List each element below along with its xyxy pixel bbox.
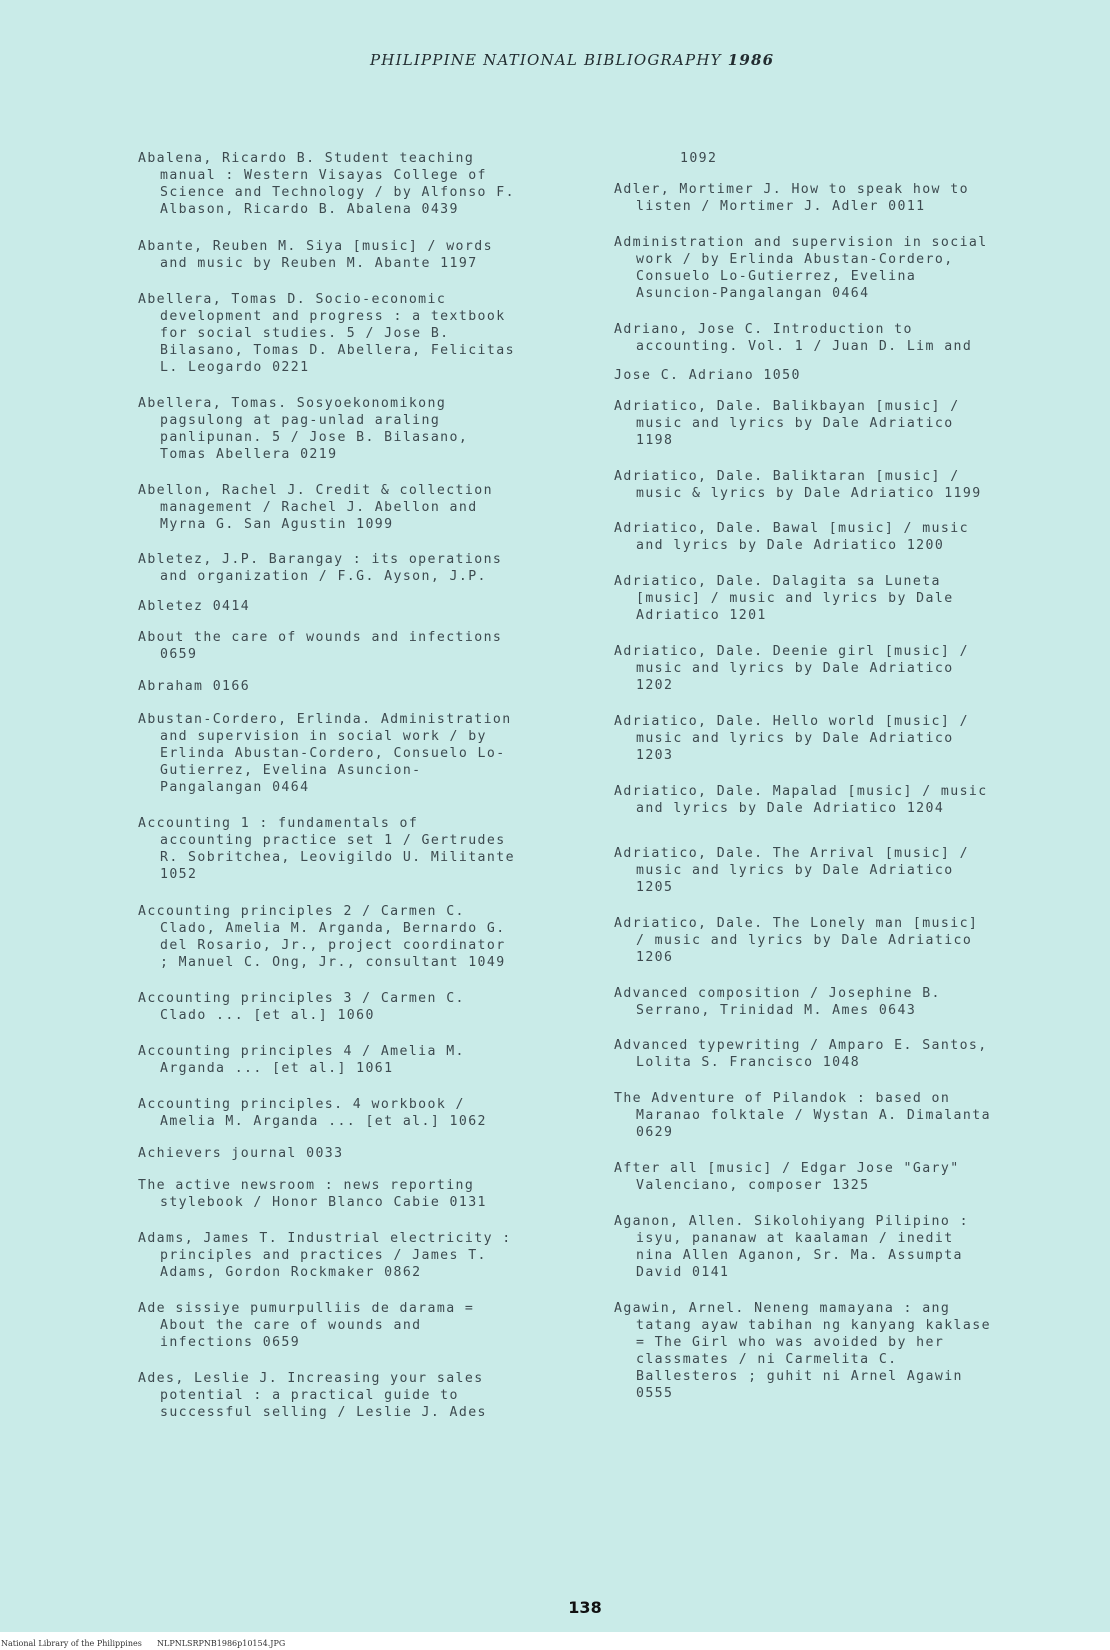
bib-entry: Adriatico, Dale. The Lonely man [music] / music and lyrics by Dale Adriatico 1206 bbox=[614, 916, 979, 965]
bib-entry: Abellon, Rachel J. Credit & collection management / Rachel J. Abellon and Myrna G. San Agustin 1099 bbox=[138, 483, 493, 532]
left-column bbox=[138, 150, 578, 1421]
bib-entry: Adler, Mortimer J. How to speak how to listen / Mortimer J. Adler 0011 bbox=[614, 182, 969, 214]
bib-entry: Adriatico, Dale. The Arrival [music] / music and lyrics by Dale Adriatico 1205 bbox=[614, 846, 969, 895]
bib-entry: Abletez, J.P. Barangay : its operations and organization / F.G. Ayson, J.P. bbox=[138, 552, 503, 584]
bib-entry: Adams, James T. Industrial electricity : principles and practices / James T. Adams, Gordon Rockmaker 0862 bbox=[138, 1231, 512, 1280]
right-column bbox=[614, 150, 1074, 1402]
bib-entry: Adriatico, Dale. Deenie girl [music] / music and lyrics by Dale Adriatico 1202 bbox=[614, 644, 969, 693]
running-header bbox=[370, 51, 830, 69]
bib-entry: Adriatico, Dale. Dalagita sa Luneta [music] / music and lyrics by Dale Adriatico 1201 bbox=[614, 574, 954, 623]
bib-entry: Accounting principles 2 / Carmen C. Clado, Amelia M. Arganda, Bernardo G. del Rosario, Jr., project coordinator ; Manuel C. Ong, Jr., consultant 1049 bbox=[138, 904, 506, 970]
bib-entry: Adriatico, Dale. Baliktaran [music] / music & lyrics by Dale Adriatico 1199 bbox=[614, 469, 982, 501]
page-number: 138 bbox=[568, 1598, 602, 1617]
bib-entry: Advanced typewriting / Amparo E. Santos, Lolita S. Francisco 1048 bbox=[614, 1038, 988, 1070]
bib-entry: Jose C. Adriano 1050 bbox=[614, 368, 801, 383]
bib-entry: After all [music] / Edgar Jose "Gary" Valenciano, composer 1325 bbox=[614, 1161, 960, 1193]
bib-entry: Accounting principles 4 / Amelia M. Arganda ... [et al.] 1061 bbox=[138, 1044, 465, 1076]
bib-entry: Administration and supervision in social work / by Erlinda Abustan-Cordero, Consuelo Lo-Gutierrez, Evelina Asuncion-Pangalangan 0464 bbox=[614, 235, 988, 301]
bib-entry: Abraham 0166 bbox=[138, 679, 251, 694]
footer-source: National Library of the Philippines bbox=[1, 1639, 142, 1648]
bib-entry: Ades, Leslie J. Increasing your sales potential : a practical guide to successful selling / Leslie J. Ades bbox=[138, 1371, 487, 1420]
bib-entry: Abante, Reuben M. Siya [music] / words and music by Reuben M. Abante 1197 bbox=[138, 239, 493, 271]
bib-entry: Abletez 0414 bbox=[138, 599, 251, 614]
header-year: 1986 bbox=[727, 51, 775, 69]
footer-code: NLPNLSRPNB1986p10154.JPG bbox=[157, 1639, 286, 1648]
bib-entry: 1092 bbox=[680, 151, 718, 166]
bib-entry: Abustan-Cordero, Erlinda. Administration and supervision in social work / by Erlinda Abustan-Cordero, Consuelo Lo- Gutierrez, Evelina Asuncion- Pangalangan 0464 bbox=[138, 712, 512, 795]
bib-entry: Accounting 1 : fundamentals of accounting practice set 1 / Gertrudes R. Sobritchea, Leovigildo U. Militante 1052 bbox=[138, 816, 515, 882]
bib-entry: The active newsroom : news reporting stylebook / Honor Blanco Cabie 0131 bbox=[138, 1178, 487, 1210]
header-title: PHILIPPINE NATIONAL BIBLIOGRAPHY bbox=[370, 51, 722, 69]
bib-entry: Agawin, Arnel. Neneng mamayana : ang tatang ayaw tabihan ng kanyang kaklase = The Girl who was avoided by her classmates / ni Carmelita C. Ballesteros ; guhit ni Arnel Agawin 0555 bbox=[614, 1301, 991, 1401]
bib-entry: Abellera, Tomas D. Socio-economic development and progress : a textbook for social studies. 5 / Jose B. Bilasano, Tomas D. Abellera, Felicitas L. Leogardo 0221 bbox=[138, 292, 515, 375]
bib-entry: Accounting principles. 4 workbook / Amelia M. Arganda ... [et al.] 1062 bbox=[138, 1097, 487, 1129]
bib-entry: About the care of wounds and infections 0659 bbox=[138, 630, 503, 662]
bib-entry: Advanced composition / Josephine B. Serrano, Trinidad M. Ames 0643 bbox=[614, 986, 941, 1018]
bib-entry: Achievers journal 0033 bbox=[138, 1146, 344, 1161]
bib-entry: Adriano, Jose C. Introduction to accounting. Vol. 1 / Juan D. Lim and bbox=[614, 322, 973, 354]
bib-entry: The Adventure of Pilandok : based on Maranao folktale / Wystan A. Dimalanta 0629 bbox=[614, 1091, 991, 1140]
bib-entry: Accounting principles 3 / Carmen C. Clado ... [et al.] 1060 bbox=[138, 991, 465, 1023]
bib-entry: Adriatico, Dale. Hello world [music] / music and lyrics by Dale Adriatico 1203 bbox=[614, 714, 969, 763]
bib-entry: Adriatico, Dale. Bawal [music] / music and lyrics by Dale Adriatico 1200 bbox=[614, 521, 969, 553]
bib-entry: Adriatico, Dale. Mapalad [music] / music and lyrics by Dale Adriatico 1204 bbox=[614, 784, 988, 816]
bib-entry: Adriatico, Dale. Balikbayan [music] / music and lyrics by Dale Adriatico 1198 bbox=[614, 399, 960, 448]
bib-entry: Ade sissiye pumurpulliis de darama = About the care of wounds and infections 0659 bbox=[138, 1301, 475, 1350]
bib-entry: Aganon, Allen. Sikolohiyang Pilipino : isyu, pananaw at kaalaman / inedit nina Allen Aganon, Sr. Ma. Assumpta David 0141 bbox=[614, 1214, 969, 1280]
bib-entry: Abellera, Tomas. Sosyoekonomikong pagsulong at pag-unlad araling panlipunan. 5 / Jose B. Bilasano, Tomas Abellera 0219 bbox=[138, 396, 469, 462]
bib-entry: Abalena, Ricardo B. Student teaching manual : Western Visayas College of Science and Technology / by Alfonso F. Albason, Ricardo B. Abalena 0439 bbox=[138, 151, 515, 217]
